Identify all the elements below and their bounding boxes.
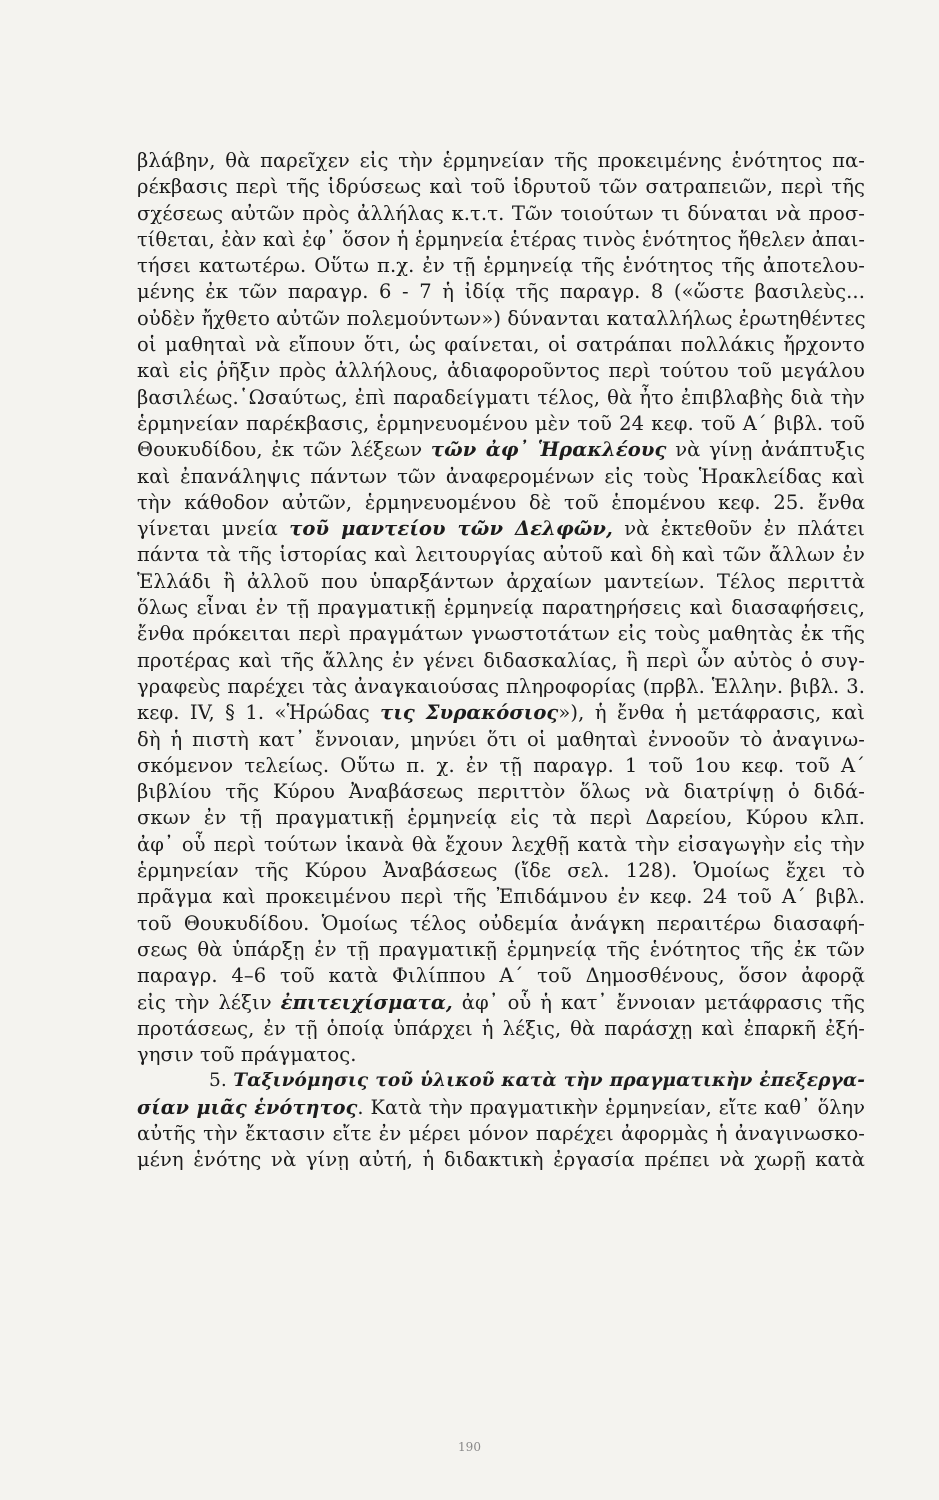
text-line (137, 201, 865, 227)
text-line (137, 1042, 865, 1068)
text-line (137, 858, 865, 884)
line-text: προτέρας καὶ τῆς ἄλλης ἐν γένει διδασκαλίας, ἢ περὶ ὧν αὐτὸς ὁ συγ- (137, 648, 865, 672)
text-line (137, 1016, 865, 1042)
text-line (137, 674, 865, 700)
text-line (137, 437, 865, 463)
line-text: γραφεὺς παρέχει τὰς ἀναγκαιούσας πληροφορίας (πρβλ. Ἑλλην. βιβλ. 3. (137, 674, 865, 698)
text-line (137, 911, 865, 937)
text-line (137, 490, 865, 516)
text-line (137, 621, 865, 647)
line-text: νὰ γίνῃ ἀνάπτυξις (666, 438, 865, 462)
emphasized-phrase: τοῦ μαντείου τῶν Δελφῶν, (289, 517, 613, 541)
text-line (137, 937, 865, 963)
text-line (137, 411, 865, 437)
line-text: γησιν τοῦ πράγματος. (137, 1043, 357, 1067)
text-line (137, 332, 865, 358)
text-line (137, 700, 865, 726)
line-text: σκόμενον τελείως. Οὕτω π. χ. ἐν τῇ παραγρ. 1 τοῦ 1ου κεφ. τοῦ Α΄ (137, 753, 865, 777)
line-text: Ἑλλάδι ἢ ἀλλοῦ που ὑπαρξάντων ἀρχαίων μαντείων. Τέλος περιττὰ (137, 569, 865, 593)
text-line (137, 753, 865, 779)
text-line (137, 648, 865, 674)
line-text: παραγρ. 4–6 τοῦ κατὰ Φιλίππου Α΄ τοῦ Δημοσθένους, ὅσον ἀφορᾷ (137, 964, 865, 988)
line-text: σεως θὰ ὑπάρξῃ ἐν τῇ πραγματικῇ ἑρμηνείᾳ τῆς ἑνότητος τῆς ἐκ τῶν (137, 937, 865, 961)
text-line (137, 358, 865, 384)
line-text: τήσει κατωτέρω. Οὕτω π.χ. ἐν τῇ ἑρμηνείᾳ τῆς ἑνότητος τῆς ἀποτελου- (137, 254, 865, 278)
text-line (137, 253, 865, 279)
text-line (137, 832, 865, 858)
text-line (137, 569, 865, 595)
line-text: τοῦ Θουκυδίδου. Ὁμοίως τέλος οὐδεμία ἀνάγκη περαιτέρω διασαφή- (137, 911, 865, 935)
line-text: μένης ἐκ τῶν παραγρ. 6 - 7 ἡ ἰδίᾳ τῆς παραγρ. 8 («ὥστε βασιλεὺς... (137, 280, 865, 304)
line-text: . Κατὰ τὴν πραγματικὴν ἑρμηνείαν, εἴτε καθ᾽ ὅλην (357, 1095, 865, 1119)
text-line (137, 884, 865, 910)
text-line (137, 1068, 865, 1094)
page-number: 190 (458, 1440, 481, 1454)
text-line (137, 279, 865, 305)
text-line (137, 464, 865, 490)
text-line (137, 542, 865, 568)
line-text: εἰς τὴν λέξιν (137, 990, 281, 1014)
line-text: οὐδὲν ἤχθετο αὐτῶν πολεμούντων») δύνανται καταλλήλως ἐρωτηθέντες (137, 306, 866, 330)
text-line (137, 174, 865, 200)
line-text: τὴν κάθοδον αὐτῶν, ἑρμηνευομένου δὲ τοῦ ἑπομένου κεφ. 25. ἔνθα (137, 490, 865, 514)
text-line (137, 595, 865, 621)
text-line (137, 227, 865, 253)
line-text: γίνεται μνεία (137, 517, 290, 541)
line-text: ὅλως εἶναι ἐν τῇ πραγματικῇ ἑρμηνείᾳ παρατηρήσεις καὶ διασαφήσεις, (137, 596, 865, 620)
line-text: ρέκβασις περὶ τῆς ἱδρύσεως καὶ τοῦ ἱδρυτοῦ τῶν σατραπειῶν, περὶ τῆς (137, 175, 865, 199)
line-text: ἀφ᾽ οὗ περὶ τούτων ἱκανὰ θὰ ἔχουν λεχθῇ κατὰ τὴν εἰσαγωγὴν εἰς τὴν (137, 832, 865, 856)
line-text: βλάβην, θὰ παρεῖχεν εἰς τὴν ἑρμηνείαν τῆς προκειμένης ἑνότητος πα- (137, 149, 865, 172)
line-text: 5. (209, 1070, 234, 1092)
text-line (137, 805, 865, 831)
emphasized-phrase: ἐπιτειχίσματα, (280, 990, 453, 1014)
emphasized-phrase: τις Συρακόσιος (380, 701, 559, 725)
line-text: ἔνθα πρόκειται περὶ πραγμάτων γνωστοτάτων εἰς τοὺς μαθητὰς ἐκ τῆς (137, 622, 865, 646)
text-line (137, 148, 865, 174)
text-line (137, 1147, 865, 1173)
line-text: σκων ἐν τῇ πραγματικῇ ἑρμηνείᾳ εἰς τὰ περὶ Δαρείου, Κύρου κλπ. (137, 806, 865, 830)
line-text: καὶ εἰς ῥῆξιν πρὸς ἀλλήλους, ἀδιαφοροῦντος περὶ τούτου τοῦ μεγάλου (137, 359, 865, 383)
text-line (137, 990, 865, 1016)
text-line (137, 516, 865, 542)
emphasized-phrase: τῶν ἀφ᾽ Ἡρακλέους (430, 438, 667, 462)
line-text: οἱ μαθηταὶ νὰ εἴπουν ὅτι, ὡς φαίνεται, οἱ σατράπαι πολλάκις ἤρχοντο (137, 333, 865, 357)
line-text: βασιλέως.῾Ωσαύτως, ἐπὶ παραδείγματι τέλος, θὰ ἦτο ἐπιβλαβὴς διὰ τὴν (137, 385, 865, 409)
page-text-block (137, 148, 865, 1174)
text-line (137, 385, 865, 411)
line-text: ἑρμηνείαν τῆς Κύρου Ἀναβάσεως (ἴδε σελ. 128). Ὁμοίως ἔχει τὸ (137, 859, 865, 883)
line-text: βιβλίου τῆς Κύρου Ἀναβάσεως περιττὸν ὅλως νὰ διατρίψῃ ὁ διδά- (137, 780, 865, 804)
text-line (137, 963, 865, 989)
text-line (137, 1095, 865, 1121)
line-text: πάντα τὰ τῆς ἱστορίας καὶ λειτουργίας αὐτοῦ καὶ δὴ καὶ τῶν ἄλλων ἐν (137, 543, 865, 567)
line-text: τίθεται, ἐὰν καὶ ἐφ᾽ ὅσον ἡ ἑρμηνεία ἑτέρας τινὸς ἑνότητος ἤθελεν ἀπαι- (137, 227, 865, 251)
text-line (137, 1121, 865, 1147)
text-line (137, 727, 865, 753)
line-text: Θουκυδίδου, ἐκ τῶν λέξεων (137, 438, 431, 462)
text-line (137, 779, 865, 805)
line-text: »), ἡ ἔνθα ἡ μετάφρασις, καὶ (558, 701, 865, 725)
line-text: σχέσεως αὐτῶν πρὸς ἀλλήλας κ.τ.τ. Τῶν τοιούτων τι δύναται νὰ προσ- (137, 201, 865, 225)
line-text: πρᾶγμα καὶ προκειμένου περὶ τῆς Ἐπιδάμνου ἐν κεφ. 24 τοῦ Α΄ βιβλ. (137, 885, 865, 909)
line-text: δὴ ἡ πιστὴ κατ᾽ ἔννοιαν, μηνύει ὅτι οἱ μαθηταὶ ἐννοοῦν τὸ ἀναγινω- (137, 727, 865, 751)
line-text: καὶ ἐπανάληψις πάντων τῶν ἀναφερομένων εἰς τοὺς Ἡρακλείδας καὶ (137, 464, 865, 488)
line-text: ἑρμηνείαν παρέκβασις, ἑρμηνευομένου μὲν τοῦ 24 κεφ. τοῦ Α΄ βιβλ. τοῦ (137, 411, 865, 435)
line-text: κεφ. IV, § 1. «Ἡρώδας (137, 701, 381, 725)
emphasized-phrase: σίαν μιᾶς ἑνότητος (137, 1095, 358, 1119)
line-text: προτάσεως, ἐν τῇ ὁποίᾳ ὑπάρχει ἡ λέξις, θὰ παράσχῃ καὶ ἐπαρκῆ ἐξή- (137, 1016, 865, 1040)
line-text: αὐτῆς τὴν ἔκτασιν εἴτε ἐν μέρει μόνον παρέχει ἀφορμὰς ἡ ἀναγινωσκο- (137, 1121, 865, 1145)
line-text: μένη ἑνότης νὰ γίνῃ αὐτή, ἡ διδακτικὴ ἐργασία πρέπει νὰ χωρῇ κατὰ (137, 1148, 865, 1172)
line-text: νὰ ἐκτεθοῦν ἐν πλάτει (612, 517, 865, 541)
emphasized-phrase: Ταξινόμησις τοῦ ὑλικοῦ κατὰ τὴν πραγματικὴν ἐπεξεργα- (233, 1070, 865, 1092)
text-line (137, 306, 865, 332)
line-text: ἀφ᾽ οὗ ἡ κατ᾽ ἔννοιαν μετάφρασις τῆς (452, 990, 865, 1014)
